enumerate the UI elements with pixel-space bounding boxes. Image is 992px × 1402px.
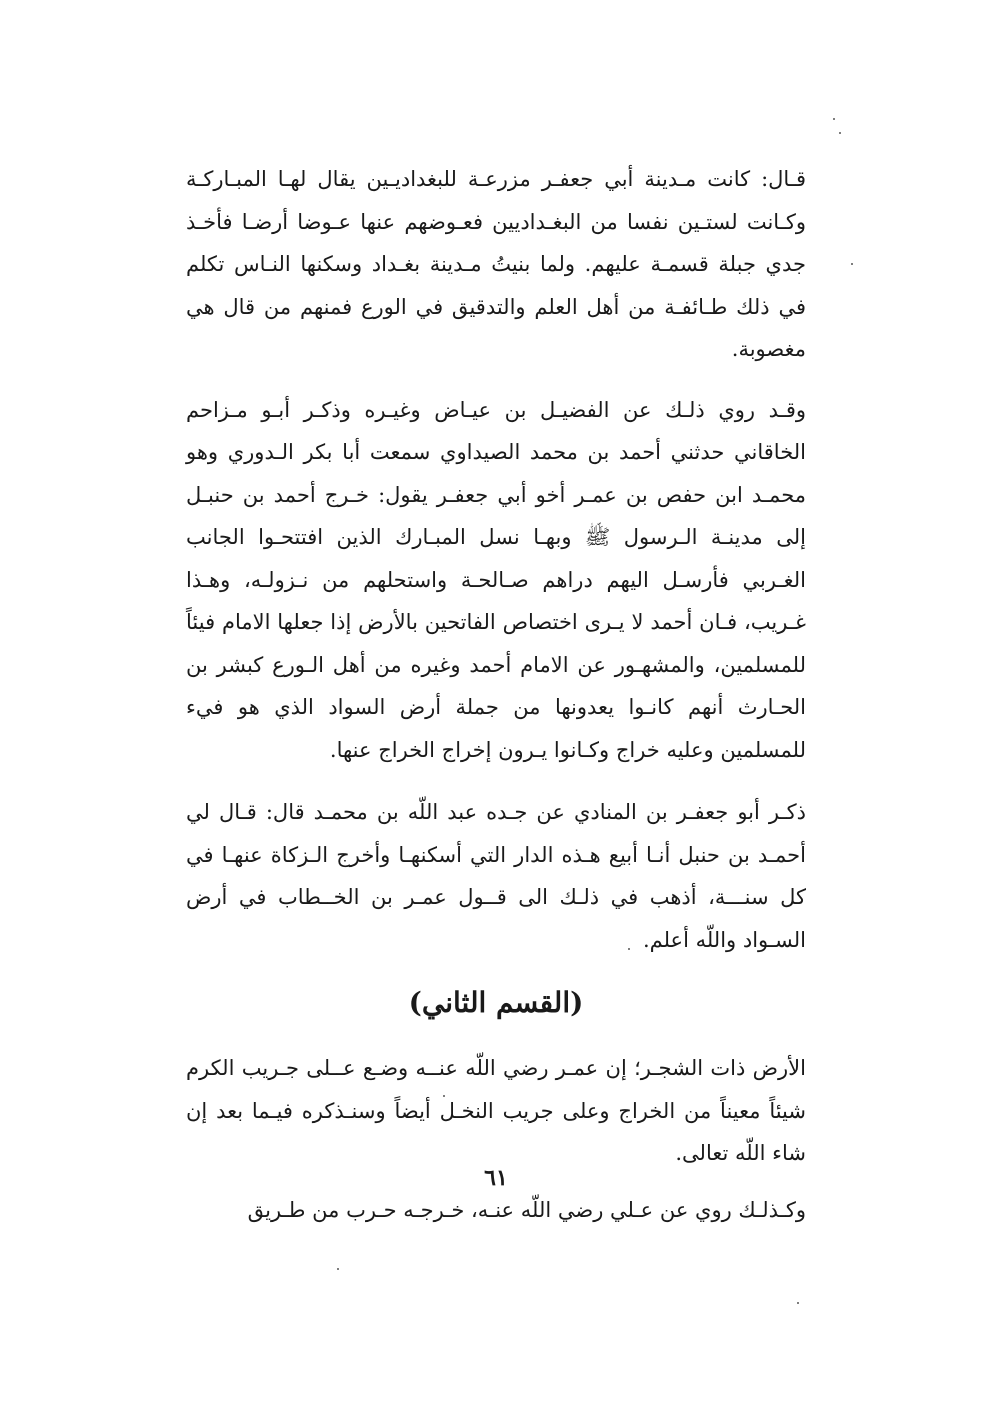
- scan-speck: [797, 1302, 799, 1304]
- page-number: ٦١: [484, 1165, 508, 1191]
- paragraph-3: ذكـر أبو جعفـر بن المنادي عن جـده عبد اللّه بن محمـد قال: قـال لي أحمـد بن حنبل أنـا أبيع هـذه الدار التي أسكنهـا وأخرج الـزكاة عنهـا في كل سنـــة، أذهب في ذلـك الى قــول عمـر بن الخــطاب في أرض السـواد واللّه أعلم.: [186, 800, 806, 952]
- scan-speck: [443, 1095, 445, 1097]
- page-body: [186, 158, 806, 1231]
- scan-speck: [851, 263, 853, 265]
- scan-speck: [839, 132, 841, 134]
- paragraph-1: قـال: كانت مـدينة أبي جعفـر مزرعـة للبغداديـين يقال لهـا المبـاركـة وكـانت لستـين نفسا من البغـداديين فعـوضهم عنها عـوضا أرضـا فأخـذ جدي جبلة قسمـة عليهم. ولما بنيتُ مـدينة بغـداد وسكنها النـاس تكلم في ذلك طـائفـة من أهل العلم والتدقيق في الورع فمنهم من قال هي مغصوبة.: [186, 167, 806, 361]
- scan-speck: [833, 118, 835, 120]
- scan-speck: [337, 1268, 339, 1270]
- paragraph-4: الأرض ذات الشجـر؛ إن عمـر رضي اللّه عنــه وضـع عــلى جـريب الكرم شيئاً معيناً من الخراج وعلى جريب النخـل أيضاً وسنـذكره فيـما بعد إن شاء اللّه تعالى.: [186, 1056, 806, 1165]
- scan-speck: [628, 948, 630, 950]
- paragraph-2: وقـد روي ذلـك عن الفضيـل بن عيـاض وغيـره وذكـر أبـو مـزاحم الخاقاني حدثني أحمد بن محمد الصيداوي سمعت أبا بكر الـدوري وهو محمـد ابن حفص بن عمـر أخو أبي جعفـر يقول: خـرج أحمد بن حنبـل إلى مدينـة الـرسول ﷺ وبهـا نسل المبـارك الذين افتتحـوا الجانب الغـربي فأرسـل اليهم دراهم صـالحـة واستحلهم من نـزولـه، وهـذا غـريب، فـان أحمد لا يـرى اختصاص الفاتحين بالأرض إذا جعلها الامام فيئاً للمسلمين، والمشهـور عن الامام أحمد وغيره من أهل الـورع كبشر بن الحـارث أنهم كانـوا يعدونها من جملة أرض السواد الذي هو فيء للمسلمين وعليه خراج وكـانوا يـرون إخراج الخراج عنها.: [186, 397, 806, 762]
- section-heading: (القسم الثاني): [408, 986, 584, 1019]
- paragraph-5: وكـذلـك روي عن عـلي رضي اللّه عنـه، خـرجـه حـرب من طـريق: [247, 1197, 806, 1222]
